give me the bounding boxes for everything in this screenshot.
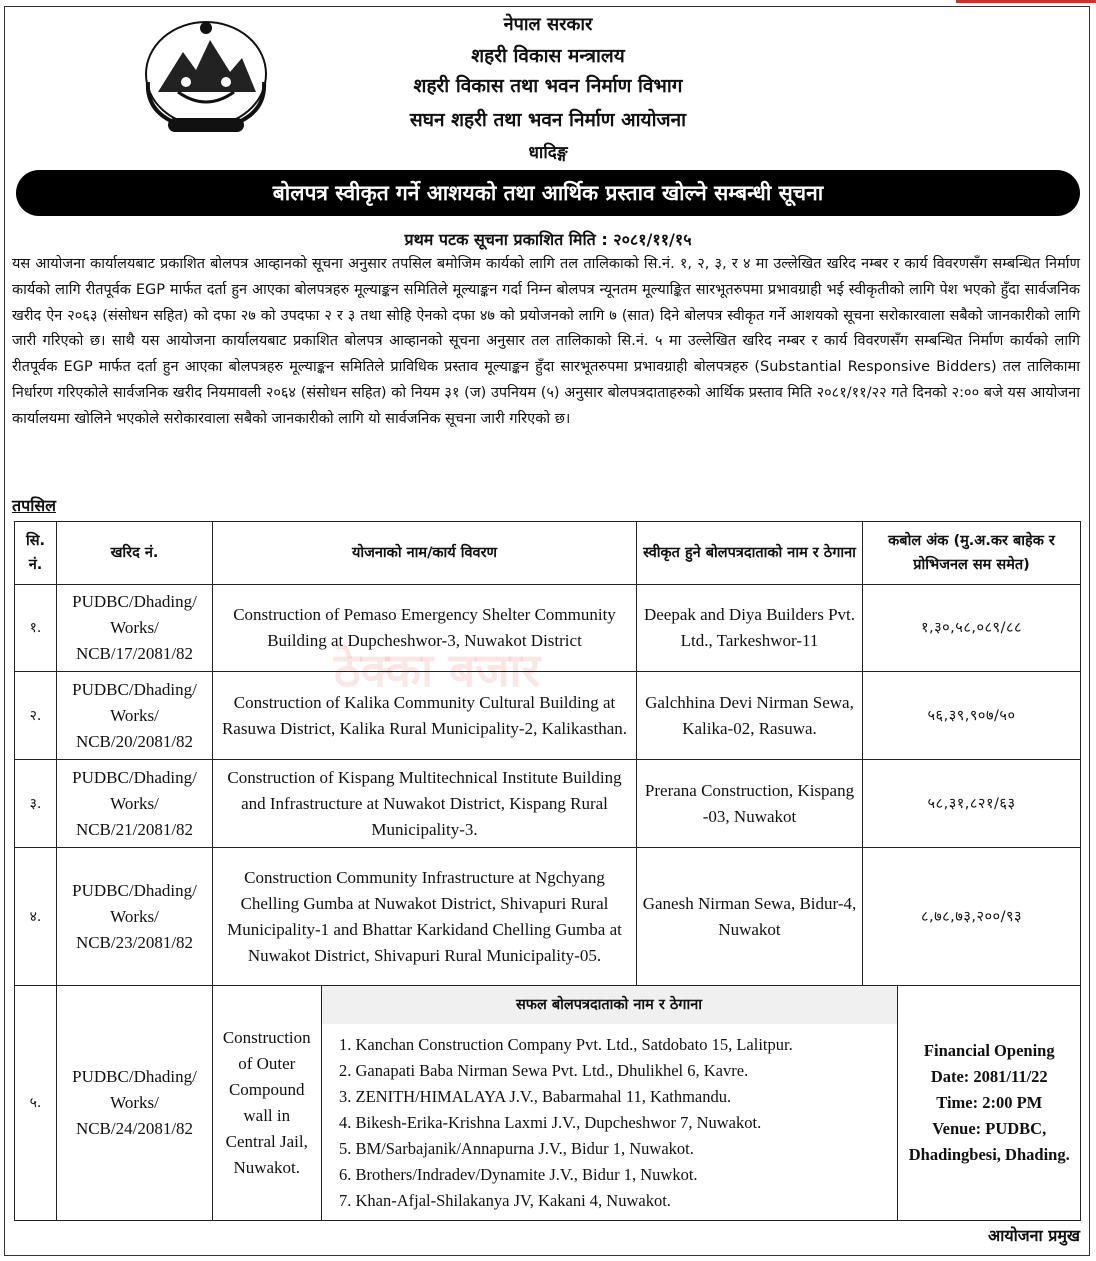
financial-opening-time: Time: 2:00 PM bbox=[936, 1093, 1043, 1112]
col-header-sn: सि. नं. bbox=[15, 522, 57, 585]
header-ministry: शहरी विकास मन्त्रालय bbox=[471, 45, 625, 67]
table-row bbox=[15, 848, 1081, 986]
row-sn: १. bbox=[15, 585, 57, 672]
financial-opening-label: Financial Opening bbox=[923, 1041, 1055, 1060]
row-bidder: Deepak and Diya Builders Pvt. Ltd., Tarkeshwor-11 bbox=[637, 585, 863, 672]
row-sn: ४. bbox=[15, 848, 57, 986]
bidder-list-item: 6. Brothers/Indradev/Dynamite J.V., Bidur 1, Nuwkot. bbox=[356, 1162, 891, 1188]
table-row bbox=[15, 585, 1081, 672]
row-amount: ५८,३१,८२१/६३ bbox=[863, 760, 1081, 848]
details-heading: तपसिल bbox=[12, 496, 57, 515]
header-department: शहरी विकास तथा भवन निर्माण विभाग bbox=[413, 75, 683, 97]
row5-bidders-list bbox=[321, 1024, 897, 1220]
watermark: ठेक्का बजार bbox=[334, 643, 541, 697]
row-sn: २. bbox=[15, 672, 57, 760]
financial-opening-info bbox=[897, 986, 1081, 1220]
notice-paragraph: यस आयोजना कार्यालयबाट प्रकाशित बोलपत्र आव्हानको सूचना अनुसार तपसिल बमोजिम कार्यको लागि तल तालिकाको सि.नं. १, २, ३, र ४ मा उल्लेखित खरिद नम्बर र कार्य विवरणसँग सम्बन्धित निर्माण कार्यको लागि रीतपूर्वक EGP मार्फत दर्ता हुन आएका बोलपत्रहरु मूल्याङ्कन समितिले मूल्याङ्कन गर्दा निम्न बोलपत्र न्यूनतम मूल्याङ्कित सारभूतरुपमा प्रभावग्राही भई स्वीकृतीको लागि पेश भएको हुँदा सार्वजनिक खरीद ऐन २०६३ (संसोधन सहित) को दफा २७ को उपदफा २ र ३ तथा सोहि ऐनको दफा ४७ को प्रयोजनको लागि ७ (सात) दिने बोलपत्र स्वीकृत गर्ने आशयको सूचना सरोकारवाला सबैको जानकारीको लागि जारी गरिएको छ। साथै यस आयोजना कार्यालयबाट प्रकाशित बोलपत्र आव्हानको सूचना अनुसार तल तालिकाको सि.नं. ५ मा उल्लेखित खरिद नम्बर र कार्य विवरणसँग सम्बन्धित निर्माण कार्यको लागि रीतपूर्वक EGP मार्फत दर्ता हुन आएका बोलपत्रहरु मूल्याङ्कन समितिले प्राविधिक प्रस्ताव मूल्याङ्कन हुँदा सारभूतरुपमा प्रभावग्राही बोलपत्रहरु (Substantial Responsive Bidders) तल तालिकामा निर्धारण गरिएकोले सार्वजनिक खरीद नियमावली २०६४ (संसोधन सहित) को नियम ३१ (ज) उपनियम (५) अनुसार बोलपत्रदाताहरुको आर्थिक प्रस्ताव मिति २०८१/११/२२ गते दिनको २:०० बजे यस आयोजना कार्यालयमा खोलिने भएकोले सरोकारवाला सबैको जानकारीको लागि यो सार्वजनिक सूचना जारी गरिएको छ। bbox=[12, 256, 1080, 427]
table-header-row bbox=[15, 522, 1081, 585]
bidder-list-item: 7. Khan-Afjal-Shilakanya JV, Kakani 4, Nuwakot. bbox=[356, 1188, 891, 1214]
row-bidder: Galchhina Devi Nirman Sewa, Kalika-02, Rasuwa. bbox=[637, 672, 863, 760]
bidder-list-item: 4. Bikesh-Erika-Krishna Laxmi J.V., Dupcheshwor 7, Nuwakot. bbox=[356, 1110, 891, 1136]
row-bidder: Prerana Construction, Kispang -03, Nuwakot bbox=[637, 760, 863, 848]
row-amount: ५६,३९,९०७/५० bbox=[863, 672, 1081, 760]
row5-merged-cell bbox=[213, 986, 1081, 1221]
row5-bidders-subheader: सफल बोलपत्रदाताको नाम र ठेगाना bbox=[321, 986, 897, 1024]
row-yojana: Construction of Kispang Multitechnical Institute Building and Infrastructure at Nuwakot District, Kispang Rural Municipality-3. bbox=[213, 760, 637, 848]
row-yojana: Construction of Pemaso Emergency Shelter Community Building at Dupcheshwor-3, Nuwakot District bbox=[213, 585, 637, 672]
header-project: सघन शहरी तथा भवन निर्माण आयोजना bbox=[409, 109, 687, 131]
col-header-amount: कबोल अंक (मु.अ.कर बाहेक र प्रोभिजनल सम समेत) bbox=[863, 522, 1081, 585]
bidder-list-item: 3. ZENITH/HIMALAYA J.V., Babarmahal 11, Kathmandu. bbox=[356, 1084, 891, 1110]
col-header-yojana: योजनाको नाम/कार्य विवरण bbox=[213, 522, 637, 585]
signature-project-chief: आयोजना प्रमुख bbox=[987, 1226, 1080, 1245]
financial-opening-date: Date: 2081/11/22 bbox=[930, 1067, 1048, 1086]
row-amount: ८,७८,७३,२००/९३ bbox=[863, 848, 1081, 986]
bidder-list-item: 1. Kanchan Construction Company Pvt. Ltd., Satdobato 15, Lalitpur. bbox=[356, 1032, 891, 1058]
row5-yojana: Construction of Outer Compound wall in Central Jail, Nuwakot. bbox=[213, 986, 321, 1220]
row-khariid: PUDBC/Dhading/ Works/ NCB/21/2081/82 bbox=[57, 760, 213, 848]
row-sn: ३. bbox=[15, 760, 57, 848]
published-date: प्रथम पटक सूचना प्रकाशित मिति : २०८१/११/१५ bbox=[404, 230, 692, 249]
row-sn: ५. bbox=[15, 986, 57, 1221]
row-khariid: PUDBC/Dhading/ Works/ NCB/24/2081/82 bbox=[57, 986, 213, 1221]
top-accent-line bbox=[956, 0, 1096, 3]
row-khariid: PUDBC/Dhading/ Works/ NCB/23/2081/82 bbox=[57, 848, 213, 986]
row5-inner-table bbox=[213, 986, 1081, 1220]
financial-opening-venue: Venue: PUDBC, Dhadingbesi, Dhading. bbox=[908, 1119, 1070, 1164]
header-location: धादिङ्ग bbox=[528, 143, 568, 163]
col-header-bidder: स्वीकृत हुने बोलपत्रदाताको नाम र ठेगाना bbox=[637, 522, 863, 585]
table-row bbox=[15, 672, 1081, 760]
bidder-list-item: 2. Ganapati Baba Nirman Sewa Pvt. Ltd., Dhulikhel 6, Kavre. bbox=[356, 1058, 891, 1084]
table-row bbox=[15, 760, 1081, 848]
row-bidder: Ganesh Nirman Sewa, Bidur-4, Nuwakot bbox=[637, 848, 863, 986]
row-yojana: Construction Community Infrastructure at Ngchyang Chelling Gumba at Nuwakot District, Shivapuri Rural Municipality-1 and Bhattar Karkidand Chelling Gumba at Nuwakot District, Shivapuri Rural Municipality-05. bbox=[213, 848, 637, 986]
header-nepal-government: नेपाल सरकार bbox=[503, 14, 593, 35]
col-header-khariid: खरिद नं. bbox=[57, 522, 213, 585]
row-amount: १,३०,५८,०८९/८८ bbox=[863, 585, 1081, 672]
notice-title-banner: बोलपत्र स्वीकृत गर्ने आशयको तथा आर्थिक प्रस्ताव खोल्ने सम्बन्धी सूचना bbox=[16, 170, 1080, 216]
row-khariid: PUDBC/Dhading/ Works/ NCB/20/2081/82 bbox=[57, 672, 213, 760]
bidder-list-item: 5. BM/Sarbajanik/Annapurna J.V., Bidur 1, Nuwakot. bbox=[356, 1136, 891, 1162]
row-khariid: PUDBC/Dhading/ Works/ NCB/17/2081/82 bbox=[57, 585, 213, 672]
row-yojana: Construction of Kalika Community Cultural Building at Rasuwa District, Kalika Rural Municipality-2, Kalikasthan. bbox=[213, 672, 637, 760]
bid-table bbox=[14, 521, 1081, 1221]
table-row-5 bbox=[15, 986, 1081, 1221]
